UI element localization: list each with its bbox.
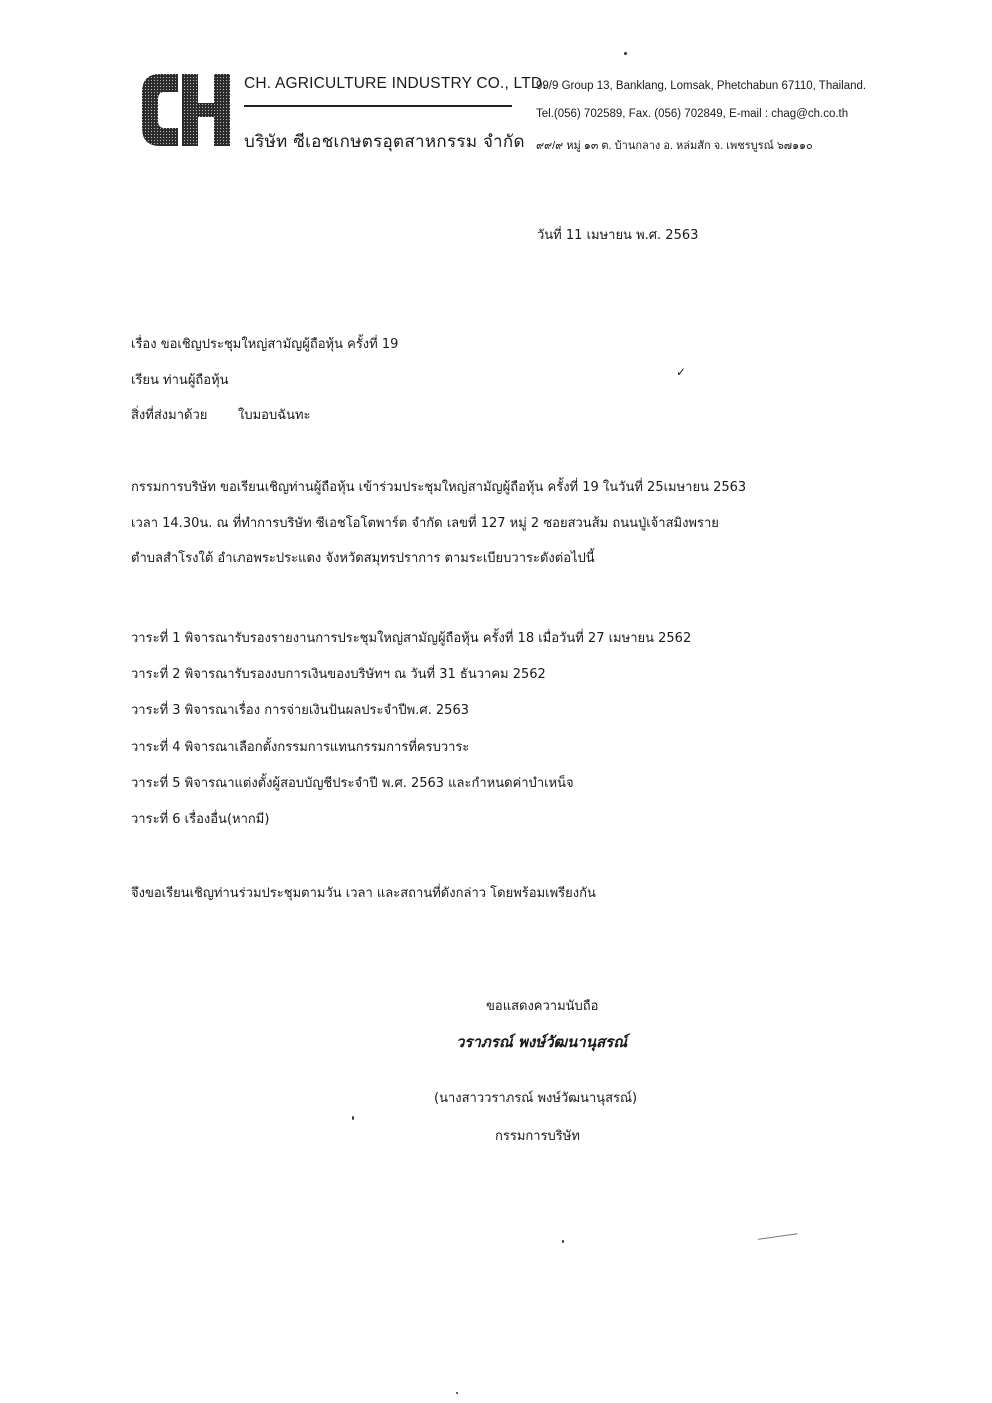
scan-mark-2: ✓ [676, 365, 687, 379]
scan-mark [624, 52, 627, 55]
signature: วราภรณ์ พงษ์วัฒนานุสรณ์ [456, 1033, 628, 1051]
closing-sentence: จึงขอเรียนเชิญท่านร่วมประชุมตามวัน เวลา และสถานที่ดังกล่าว โดยพร้อมเพรียงกัน [131, 886, 596, 901]
paragraph-line: กรรมการบริษัท ขอเรียนเชิญท่านผู้ถือหุ้น เข้าร่วมประชุมใหญ่สามัญผู้ถือหุ้น ครั้งที่ 19 ในวันที่ 25เมษายน 2563 [131, 480, 747, 495]
paragraph-line: เวลา 14.30น. ณ ที่ทำการบริษัท ซีเอชโอโตพาร์ต จำกัด เลขที่ 127 หมู่ 2 ซอยสวนส้ม ถนนปู่เจ้าสมิงพราย [131, 516, 719, 531]
scan-mark-5 [758, 1233, 799, 1245]
address-th: ๙๙/๙ หมู่ ๑๓ ต. บ้านกลาง อ. หล่มสัก จ. เพชรบูรณ์ ๖๗๑๑๐ [536, 140, 813, 152]
agenda-item: วาระที่ 6 เรื่องอื่น(หากมี) [131, 812, 270, 827]
company-logo [138, 70, 234, 150]
ch-logo-icon [138, 70, 234, 150]
agenda-item: วาระที่ 5 พิจารณาแต่งตั้งผู้สอบบัญชีประจำปี พ.ศ. 2563 และกำหนดค่าบำเหน็จ [131, 776, 574, 791]
letterhead-divider [244, 105, 512, 107]
scan-mark-4 [562, 1240, 564, 1243]
agenda-item: วาระที่ 4 พิจารณาเลือกตั้งกรรมการแทนกรรมการที่ครบวาระ [131, 740, 470, 755]
enclosure-label: สิ่งที่ส่งมาด้วย [131, 408, 208, 423]
letter-date: วันที่ 11 เมษายน พ.ศ. 2563 [537, 228, 699, 243]
scan-mark-3 [352, 1116, 354, 1120]
agenda-item: วาระที่ 3 พิจารณาเรื่อง การจ่ายเงินปันผลประจำปีพ.ศ. 2563 [131, 703, 469, 718]
signer-position: กรรมการบริษัท [495, 1129, 580, 1144]
signer-full-name: (นางสาววราภรณ์ พงษ์วัฒนานุสรณ์) [434, 1091, 638, 1106]
address-en: 99/9 Group 13, Banklang, Lomsak, Phetchabun 67110, Thailand. [536, 80, 867, 92]
company-name-th: บริษัท ซีเอชเกษตรอุตสาหกรรม จำกัด [244, 132, 525, 152]
scan-mark-6 [456, 1392, 458, 1394]
enclosure-value: ใบมอบฉันทะ [238, 408, 311, 423]
contact-info: Tel.(056) 702589, Fax. (056) 702849, E-mail : chag@ch.co.th [536, 108, 849, 120]
regards: ขอแสดงความนับถือ [486, 999, 599, 1014]
agenda-item: วาระที่ 2 พิจารณารับรองงบการเงินของบริษัทฯ ณ วันที่ 31 ธันวาคม 2562 [131, 667, 546, 682]
letter-subject: เรื่อง ขอเชิญประชุมใหญ่สามัญผู้ถือหุ้น ครั้งที่ 19 [131, 337, 399, 352]
company-name-en: CH. AGRICULTURE INDUSTRY CO., LTD. [244, 75, 547, 92]
letter-recipient: เรียน ท่านผู้ถือหุ้น [131, 373, 229, 388]
paragraph-line: ตำบลสำโรงใต้ อำเภอพระประแดง จังหวัดสมุทรปราการ ตามระเบียบวาระดังต่อไปนี้ [131, 551, 595, 566]
agenda-item: วาระที่ 1 พิจารณารับรองรายงานการประชุมใหญ่สามัญผู้ถือหุ้น ครั้งที่ 18 เมื่อวันที่ 27 เมษายน 2562 [131, 631, 692, 646]
